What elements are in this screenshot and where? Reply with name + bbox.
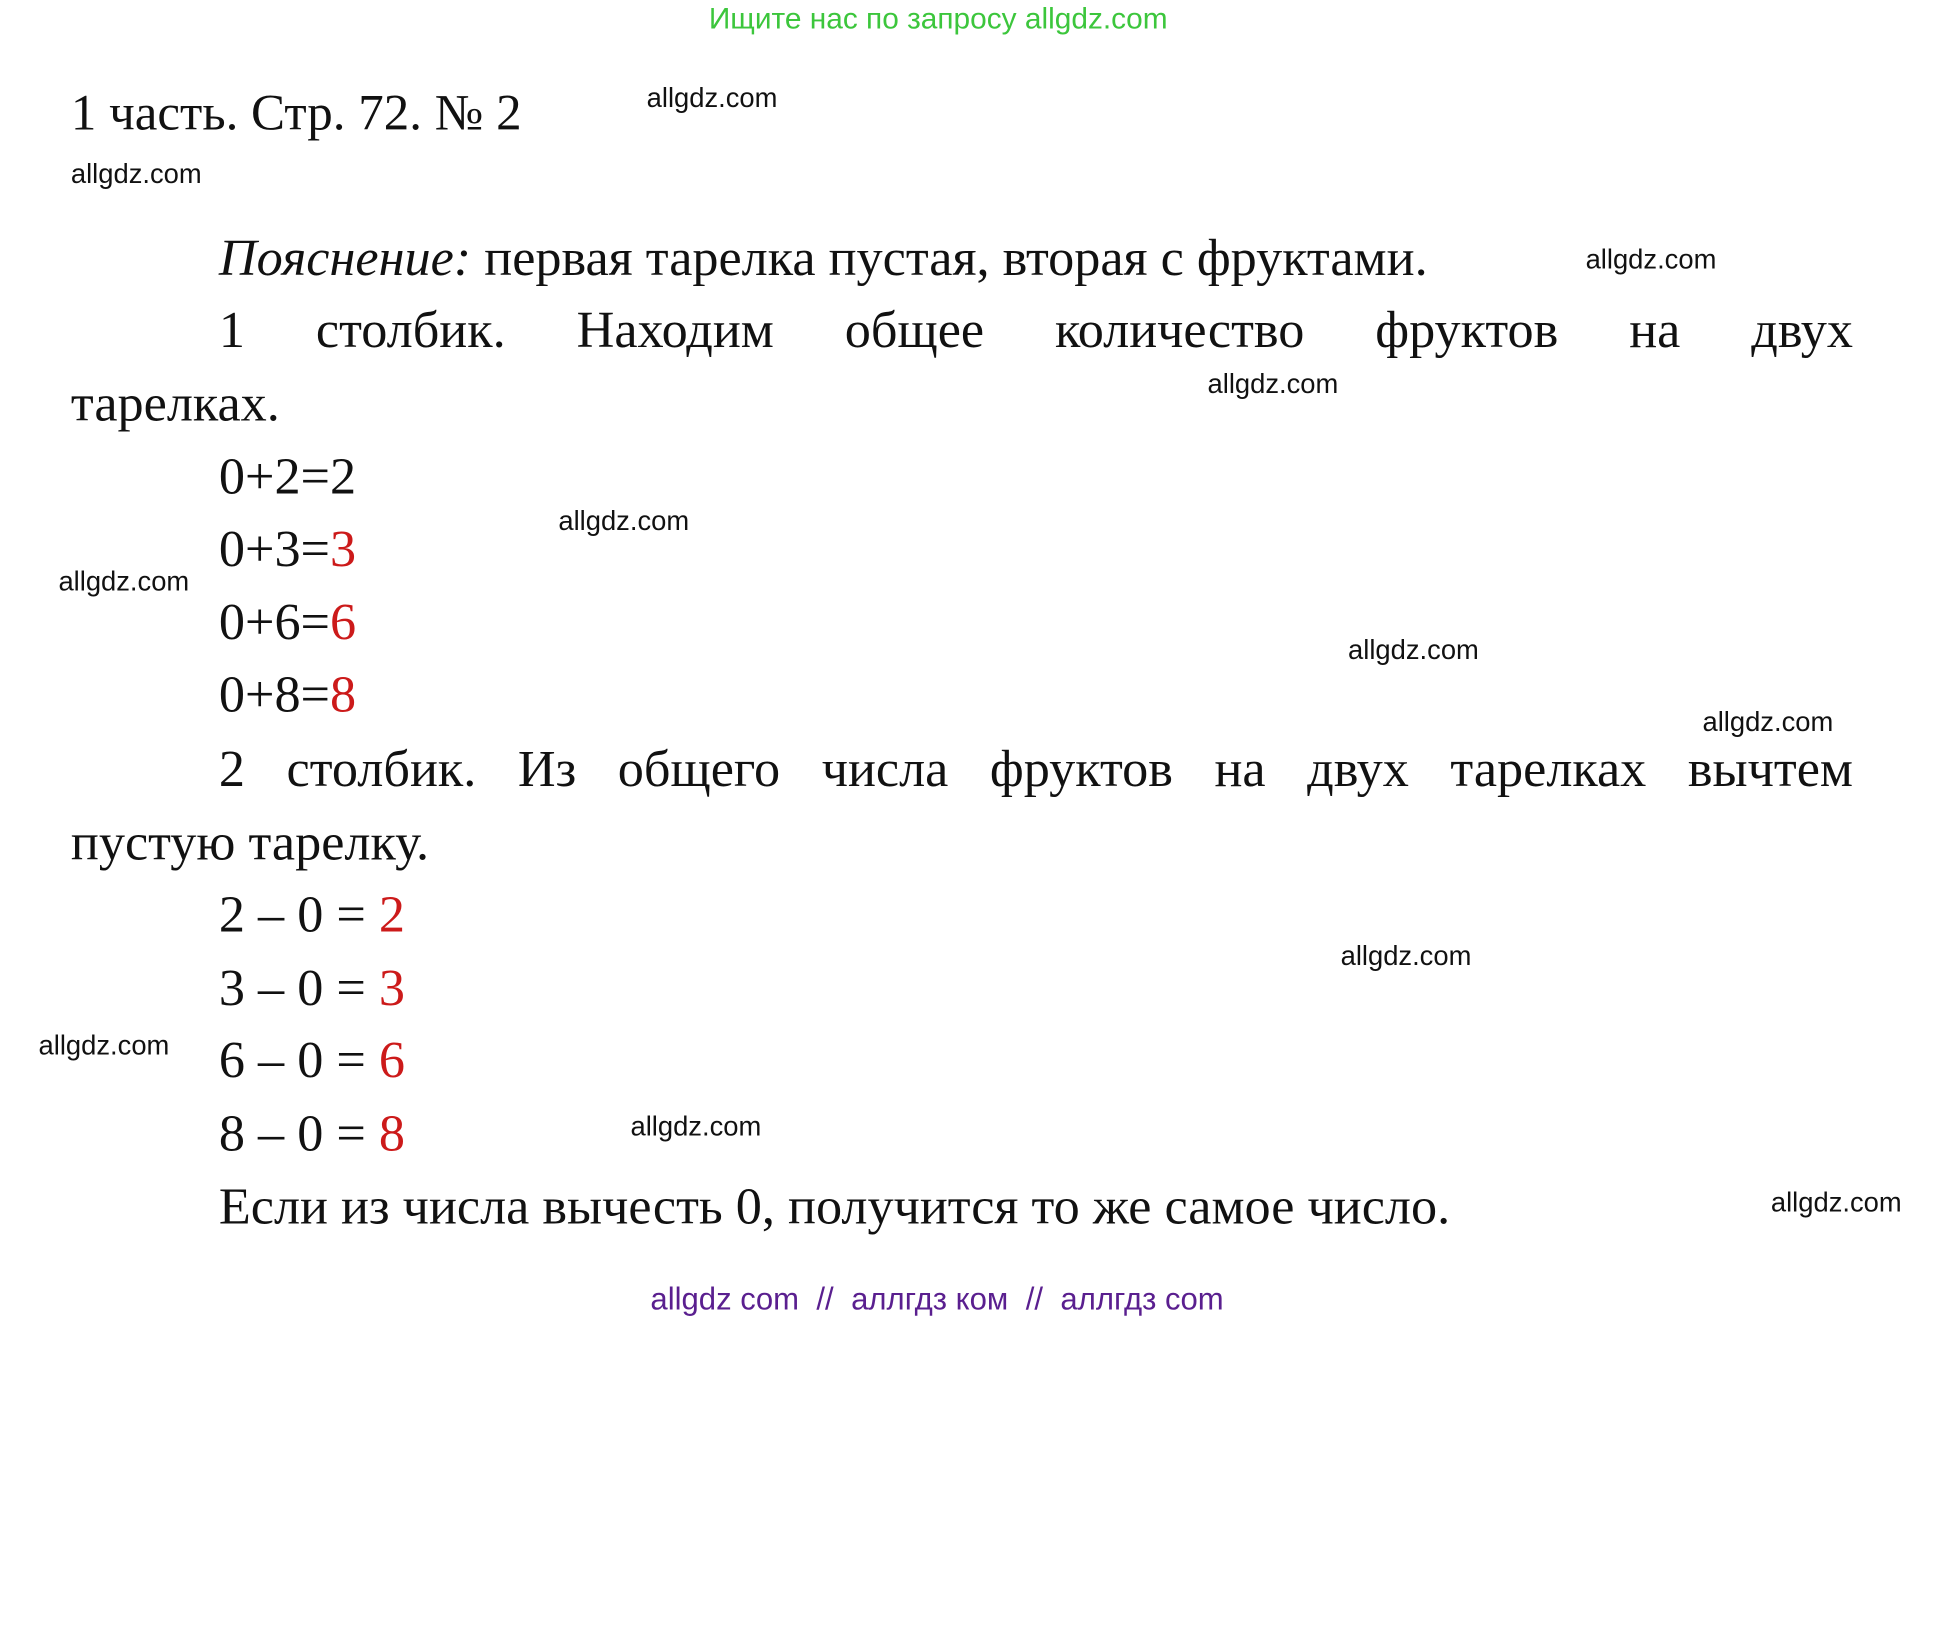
equation-answer: 6: [330, 594, 357, 652]
column2-description-line2: пустую тарелку.: [70, 814, 430, 872]
equation-expression: 0+8=: [218, 666, 331, 724]
equation-answer: 8: [330, 666, 357, 724]
column2-equation: [219, 1031, 405, 1091]
column1-equation: [219, 520, 356, 580]
watermark: allgdz.com: [630, 1110, 762, 1142]
column1-equation: [219, 593, 356, 653]
footer-links: [650, 1282, 1223, 1318]
column1-description-line2: тарелках.: [70, 375, 280, 433]
explanation-label: Пояснение:: [218, 230, 472, 288]
column2-equation: [219, 885, 405, 945]
column1-description-line1: 1 столбик. Находим общее количество фруктов на двух: [218, 302, 1853, 360]
footer-separator: //: [816, 1282, 834, 1317]
equation-answer: 8: [378, 1105, 406, 1163]
equation-result: 2: [330, 448, 357, 507]
column2-equation: [219, 959, 405, 1019]
equation-expression: 2 – 0 =: [218, 886, 379, 944]
equation-expression: 0+3=: [218, 521, 331, 579]
equation-answer: 3: [330, 521, 357, 579]
equation-expression: 6 – 0 =: [218, 1032, 379, 1090]
footer-link[interactable]: allgdz com: [650, 1282, 800, 1317]
watermark: allgdz.com: [1340, 940, 1472, 972]
column2-equation: [219, 1104, 405, 1164]
watermark: allgdz.com: [70, 157, 202, 190]
column1-equation: [219, 665, 356, 725]
equation-answer: 2: [378, 886, 406, 944]
watermark: allgdz.com: [646, 82, 778, 114]
explanation-text: первая тарелка пустая, вторая с фруктами.: [484, 230, 1428, 288]
watermark: allgdz.com: [558, 504, 690, 536]
page-title: 1 часть. Стр. 72. № 2: [70, 83, 522, 141]
column2-description-line1: 2 столбик. Из общего числа фруктов на двух тарелках вычтем: [218, 741, 1853, 799]
explanation: [219, 229, 1428, 289]
watermark: allgdz.com: [1585, 243, 1717, 275]
watermark: allgdz.com: [1207, 368, 1339, 400]
footer-separator: //: [1025, 1282, 1044, 1317]
footer-link[interactable]: аллгдз ком: [851, 1282, 1009, 1317]
equation-expression: 0+2=: [218, 448, 331, 507]
footer-link[interactable]: аллгдз com: [1060, 1282, 1224, 1317]
top-banner[interactable]: Ищите нас по запросу allgdz.com: [708, 2, 1168, 37]
watermark: allgdz.com: [58, 565, 190, 597]
watermark: allgdz.com: [1770, 1186, 1902, 1218]
column1-equation: [219, 448, 356, 508]
equation-answer: 3: [378, 960, 406, 1018]
watermark: allgdz.com: [1702, 706, 1834, 738]
equation-answer: 6: [378, 1032, 406, 1090]
watermark: allgdz.com: [1348, 634, 1479, 666]
equation-expression: 0+6=: [218, 594, 331, 652]
equation-expression: 3 – 0 =: [218, 960, 379, 1018]
equation-expression: 8 – 0 =: [218, 1105, 379, 1163]
watermark: allgdz.com: [38, 1029, 170, 1061]
conclusion: Если из числа вычесть 0, получится то же самое число.: [218, 1178, 1451, 1237]
